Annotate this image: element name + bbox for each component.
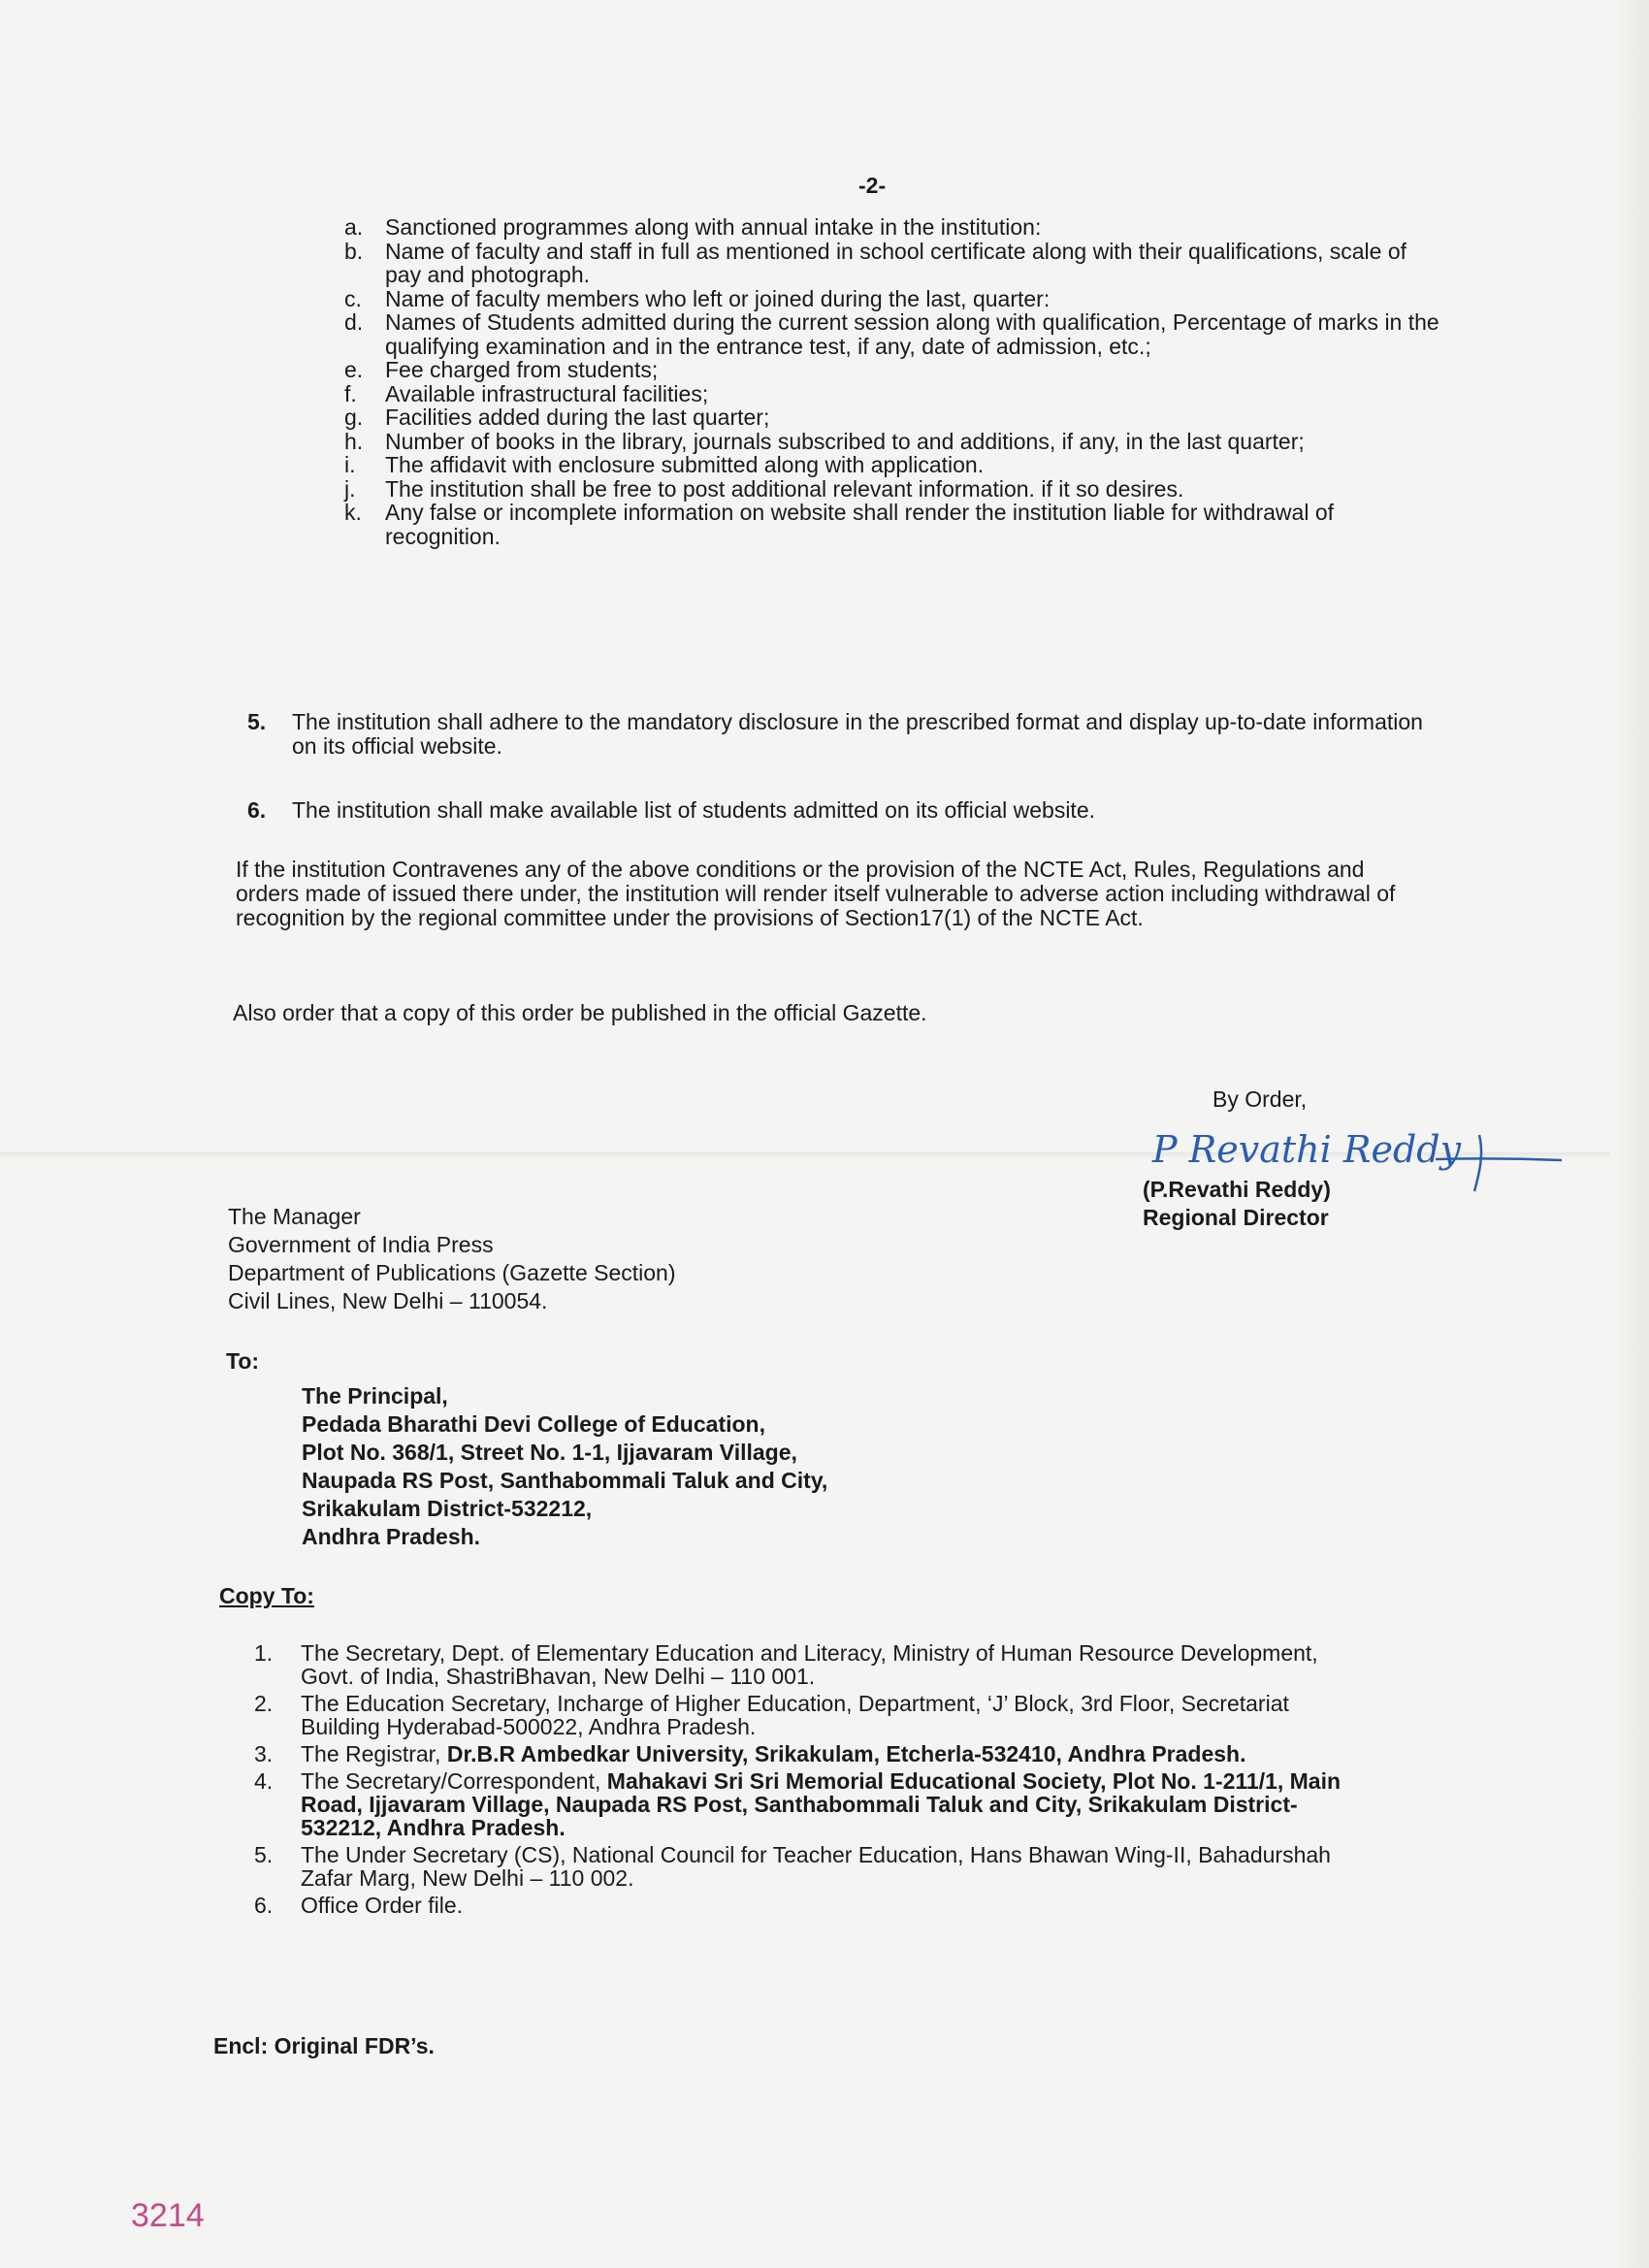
gazette-paragraph: Also order that a copy of this order be published in the official Gazette. [233, 1000, 927, 1025]
list-item: g. Facilities added during the last quarter; [344, 405, 770, 430]
paper-edge [1610, 0, 1649, 2268]
recipient-address: The Principal, Pedada Bharathi Devi College of Education, Plot No. 368/1, Street No. 1-1, Ijjavaram Village, Naupada RS Post, Santhabommali Taluk and City, Srikakulam District-532212, Andhra Pradesh. [302, 1383, 828, 1549]
list-item: 5. The Under Secretary (CS), National Council for Teacher Education, Hans Bhawan Wing-II, Bahadurshah Zafar Marg, New Delhi – 110 002. [254, 1842, 1331, 1891]
enclosure-note: Encl: Original FDR’s. [213, 2033, 435, 2058]
list-item: j. The institution shall be free to post additional relevant information. if it so desires. [344, 475, 1184, 502]
contravene-paragraph: If the institution Contravenes any of the above conditions or the provision of the NCTE Act, Rules, Regulations and orders made of issued there under, the institution will render itself vulnerable to adverse action including withdrawal of recognition by the regional committee under the provisions of Section17(1) of the NCTE Act. [236, 857, 1396, 930]
page-number: -2- [858, 173, 887, 198]
list-item: 2. The Education Secretary, Incharge of Higher Education, Department, ‘J’ Block, 3rd Floor, Secretariat Building Hyderabad-500022, Andhra Pradesh. [254, 1691, 1289, 1739]
by-order-text: By Order, [1212, 1086, 1308, 1112]
copy-to-label: Copy To: [219, 1583, 314, 1608]
stamp-number: 3214 [131, 2197, 205, 2234]
signatory-designation: Regional Director [1143, 1205, 1329, 1230]
list-item: a. Sanctioned programmes along with annual intake in the institution: [344, 214, 1042, 240]
copy-to-list [254, 1641, 1370, 1917]
list-item: 3. The Registrar, Dr.B.R Ambedkar University, Srikakulam, Etcherla-532410, Andhra Pradesh. [254, 1741, 1246, 1766]
list-item: h. Number of books in the library, journals subscribed to and additions, if any, in the last quarter; [344, 428, 1305, 454]
conditions-list [344, 215, 1440, 548]
signatory-name: (P.Revathi Reddy) [1143, 1177, 1331, 1202]
point-5: 5. The institution shall adhere to the mandatory disclosure in the prescribed format and display up-to-date information on its official website. [247, 709, 1423, 759]
list-item: 1. The Secretary, Dept. of Elementary Education and Literacy, Ministry of Human Resource Development, Govt. of India, ShastriBhavan, New Delhi – 110 001. [254, 1640, 1318, 1689]
list-item: d. Names of Students admitted during the current session along with qualification, Percentage of marks in the qualifying examination and in the entrance test, if any, date of admission, etc.; [344, 309, 1439, 359]
signatory-block [1143, 1176, 1331, 1232]
list-item: e. Fee charged from students; [344, 357, 659, 382]
list-item: f. Available infrastructural facilities; [344, 380, 709, 406]
list-item: 6. Office Order file. [254, 1893, 464, 1918]
point-6: 6. The institution shall make available list of students admitted on its official website. [247, 797, 1095, 823]
manager-address: The Manager Government of India Press Department of Publications (Gazette Section) Civil Lines, New Delhi – 110054. [228, 1204, 676, 1313]
list-item: i. The affidavit with enclosure submitted along with application. [344, 452, 985, 477]
svg-text:P Revathi Reddy: P Revathi Reddy [1152, 1128, 1462, 1171]
to-label: To: [226, 1348, 260, 1374]
list-item: 4. The Secretary/Correspondent, Mahakavi Sri Sri Memorial Educational Society, Plot No. 1-211/1, Main Road, Ijjavaram Village, Naupada RS Post, Santhabommali Taluk and City, Srikakulam District-532212, Andhra Pradesh. [254, 1768, 1342, 1840]
list-item: c. Name of faculty members who left or joined during the last, quarter: [344, 285, 1051, 311]
list-item: b. Name of faculty and staff in full as mentioned in school certificate along with their qualifications, scale of pay and photograph. [344, 238, 1407, 287]
list-item: k. Any false or incomplete information on website shall render the institution liable for withdrawal of recognition. [344, 500, 1335, 549]
